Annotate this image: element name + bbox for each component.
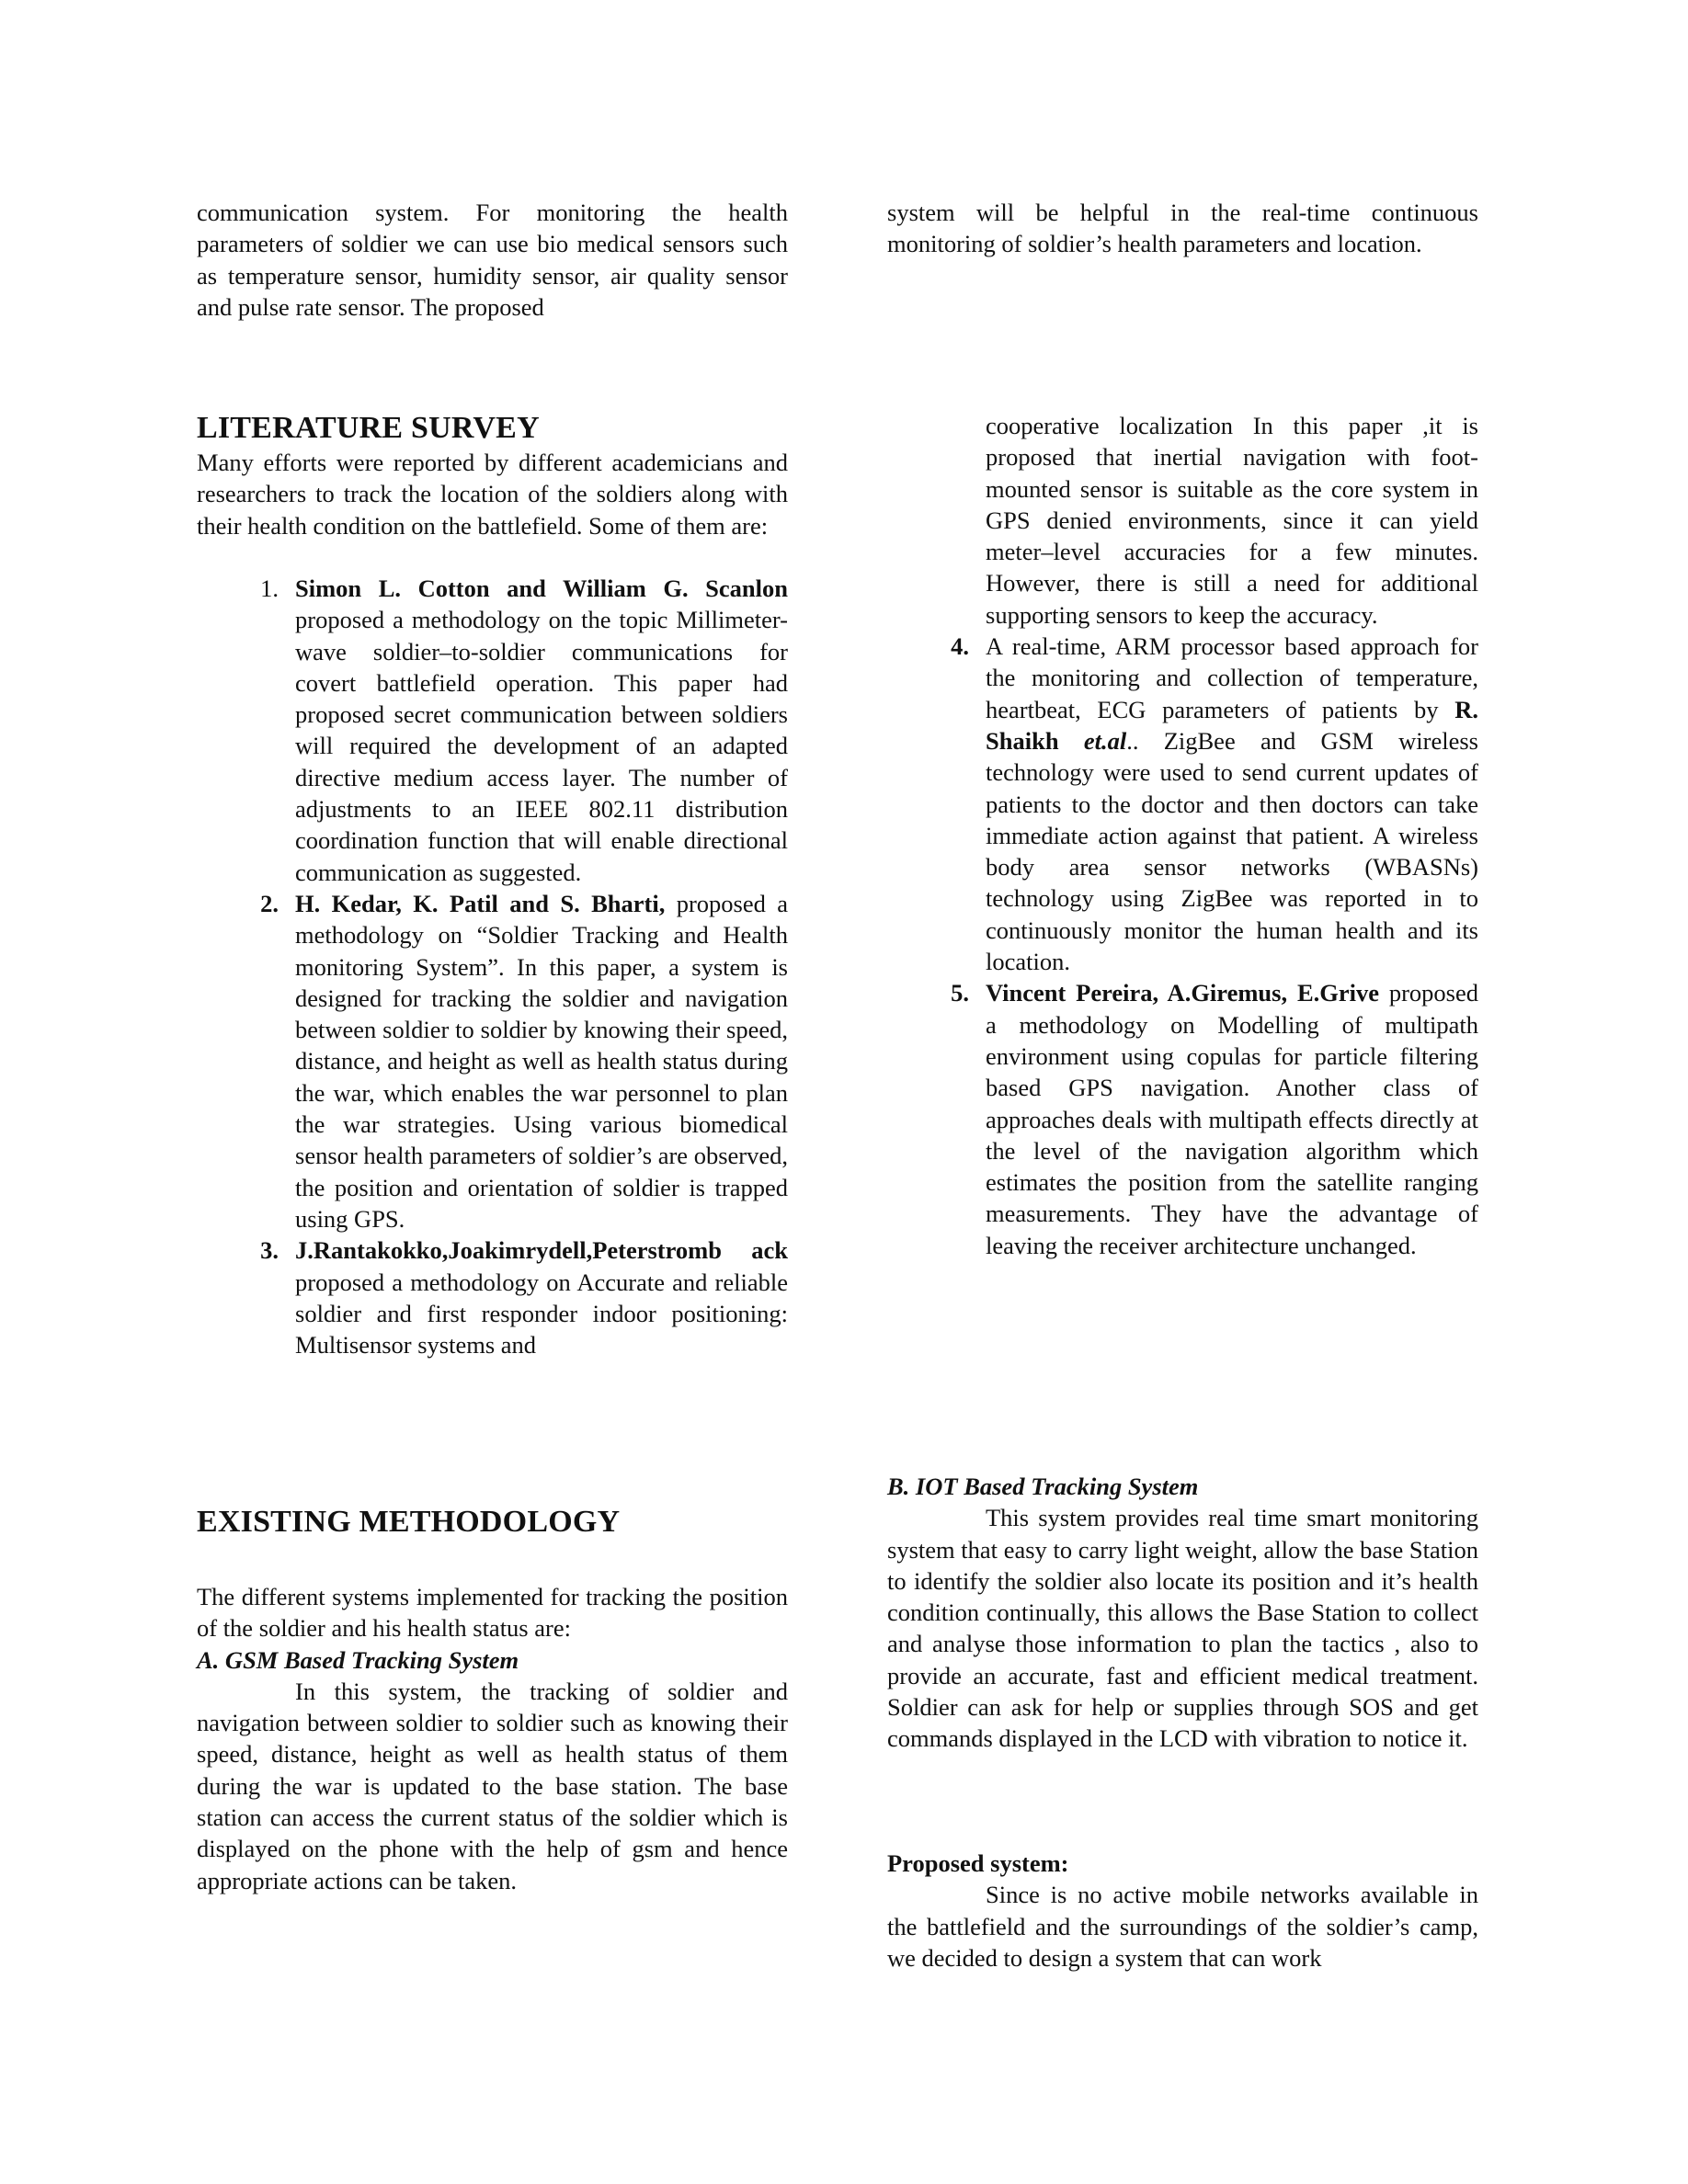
iot-subheading: B. IOT Based Tracking System <box>887 1473 1199 1500</box>
literature-survey-intro-text: Many efforts were reported by different academicians and researchers to track the location of the soldiers along with their health condition on the battlefield. Some of them are: <box>197 449 788 540</box>
gsm-paragraph: In this system, the tracking of soldier and navigation between soldier to soldier such as knowing their speed, distance, height as well as health status of them during the war is updated to the base station. The base station can access the current status of the soldier which is displayed on the phone with the help of gsm and hence appropriate actions can be taken. <box>197 1677 788 1894</box>
existing-methodology-intro: The different systems implemented for tracking the position of the soldier and his health status are: <box>197 1583 788 1643</box>
literature-survey-intro <box>197 447 788 541</box>
list-item-text: proposed a methodology on “Soldier Tracking and Health monitoring System”. In this paper, a system is designed for tracking the soldier and navigation between soldier to soldier by knowing their speed, distance, and height as well as health status during the war, which enables the war personnel to plan the war strategies. Using various biomedical sensor health parameters of soldier’s are observed, the position and orientation of soldier is trapped using GPS. <box>295 889 788 1233</box>
list-item-text: .. ZigBee and GSM wireless technology were used to send current updates of patients to the doctor and then doctors can take immediate action against that patient. A wireless body area sensor networks (WBASNs) technology using ZigBee was reported in to continuously monitor the human health and its location. <box>986 726 1478 976</box>
list-item-3-continued: cooperative localization In this paper ,it is proposed that inertial navigation with foot-mounted sensor is suitable as the core system in GPS denied environments, since it can yield meter–level accuracies for a few minutes. However, there is still a need for additional supporting sensors to keep the accuracy. <box>986 412 1478 629</box>
literature-list-right <box>951 410 1478 1261</box>
iot-section <box>887 1471 1478 1755</box>
literature-list-left <box>260 573 788 1360</box>
list-item <box>260 888 788 1234</box>
list-item-etal: et.al <box>1083 726 1127 755</box>
list-item-text: proposed a methodology on Modelling of multipath environment using copulas for particle filtering based GPS navigation. Another class of approaches deals with multipath effects directly at the level of the navigation algorithm which estimates the position from the satellite ranging measurements. They have the advantage of leaving the receiver architecture unchanged. <box>986 979 1478 1259</box>
list-item-text: A real-time, ARM processor based approach for the monitoring and collection of temperature, heartbeat, ECG parameters of patients by <box>986 632 1478 723</box>
list-item <box>951 631 1478 977</box>
list-item <box>951 977 1478 1261</box>
literature-survey-heading: LITERATURE SURVEY <box>197 411 540 445</box>
list-item <box>260 573 788 888</box>
gsm-subheading: A. GSM Based Tracking System <box>197 1645 519 1674</box>
list-item-number: 4. <box>951 632 969 661</box>
top-right-paragraph <box>887 197 1478 260</box>
list-item-authors: J.Rantakokko,Joakimrydell,Peterstromb ack <box>295 1236 788 1265</box>
iot-paragraph: This system provides real time smart monitoring system that easy to carry light weight, allow the base Station to identify the soldier also locate its position and it’s health condition continually, this allows the Base Station to collect and analyse those information to plan the tactics , also to provide an accurate, fast and efficient medical treatment. Soldier can ask for help or supplies through SOS and get commands displayed in the LCD with vibration to notice it. <box>887 1504 1478 1753</box>
top-left-paragraph <box>197 197 788 323</box>
list-item <box>260 1234 788 1360</box>
list-item-text: proposed a methodology on Accurate and reliable soldier and first responder indoor positioning: Multisensor systems and <box>295 1268 788 1359</box>
top-left-text: communication system. For monitoring the health parameters of soldier we can use bio medical sensors such as temperature sensor, humidity sensor, air quality sensor and pulse rate sensor. The proposed <box>197 199 788 321</box>
list-item-authors: H. Kedar, K. Patil and S. Bharti, <box>295 889 666 917</box>
existing-methodology-body <box>197 1581 788 1896</box>
list-item-text: proposed a methodology on the topic Millimeter- wave soldier–to-soldier communications for covert battlefield operation. This paper had proposed secret communication between soldiers will required the development of an adapted directive medium access layer. The number of adjustments to an IEEE 802.11 distribution coordination function that will enable directional communication as suggested. <box>295 606 788 886</box>
list-item-authors: Vincent Pereira, A.Giremus, E.Grive <box>986 979 1379 1007</box>
list-item-authors: Simon L. Cotton and William G. Scanlon <box>295 574 788 602</box>
existing-methodology-heading: EXISTING METHODOLOGY <box>197 1505 621 1539</box>
list-item-number: 5. <box>951 979 969 1007</box>
proposed-system-section <box>887 1848 1478 1974</box>
list-item-number: 3. <box>260 1236 279 1265</box>
list-item-number: 2. <box>260 889 279 917</box>
proposed-system-paragraph: Since is no active mobile networks available in the battlefield and the surroundings of the soldier’s camp, we decided to design a system that can work <box>887 1881 1478 1972</box>
top-right-text: system will be helpful in the real-time continuous monitoring of soldier’s health parameters and location. <box>887 199 1478 258</box>
list-item-authors: R. Shaikh <box>986 695 1478 755</box>
list-item-number: 1. <box>260 574 279 602</box>
proposed-system-heading: Proposed system: <box>887 1849 1069 1877</box>
